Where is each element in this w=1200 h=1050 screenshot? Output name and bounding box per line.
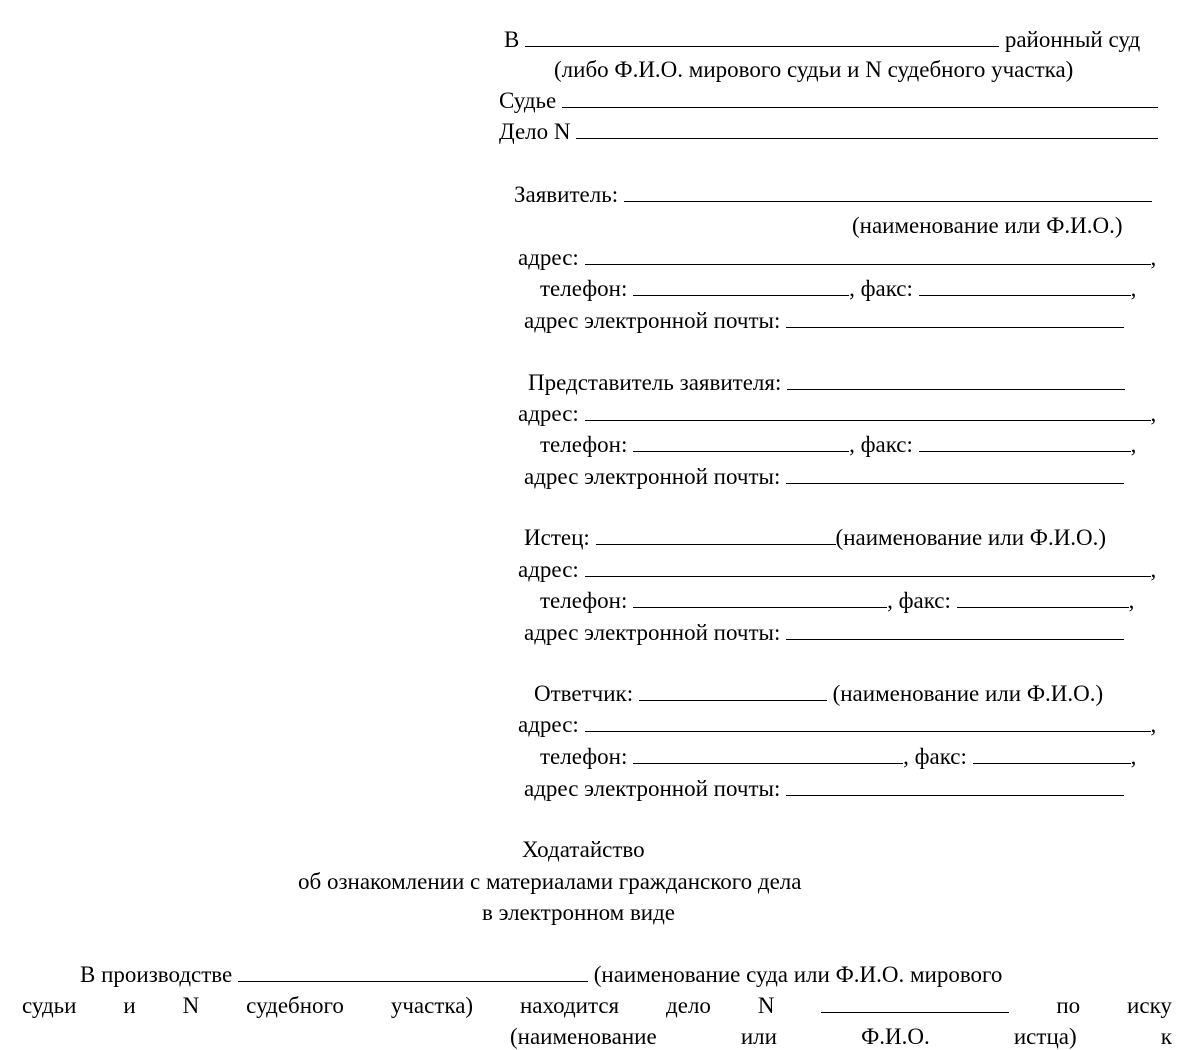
document-subtitle-2: в электронном виде	[482, 900, 676, 925]
body-word: участка)	[390, 993, 474, 1018]
court-note: (либо Ф.И.О. мирового судьи и N судебного участка)	[554, 57, 1074, 82]
judge-label: Судье	[499, 88, 557, 113]
case-line	[499, 119, 1158, 145]
court-name-blank[interactable]	[525, 27, 999, 47]
plaintiff-phone-line	[540, 588, 1134, 614]
representative-name-blank[interactable]	[787, 370, 1125, 390]
applicant-email-blank[interactable]	[786, 308, 1124, 328]
judge-blank[interactable]	[562, 88, 1158, 108]
comma: ,	[1130, 276, 1137, 301]
document-subtitle: об ознакомлении с материалами гражданского дела	[298, 869, 802, 894]
representative-email-line	[524, 464, 1124, 490]
applicant-address-label: адрес:	[518, 245, 579, 270]
applicant-phone-label: телефон:	[540, 276, 628, 301]
defendant-note: (наименование или Ф.И.О.)	[832, 681, 1104, 706]
comma: ,	[1150, 557, 1157, 582]
representative-fax-blank[interactable]	[919, 432, 1131, 452]
body-word: (наименование	[510, 1024, 657, 1049]
body-word: судебного	[246, 993, 344, 1018]
body-line-3	[510, 1024, 1172, 1050]
representative-phone-blank[interactable]	[633, 432, 849, 452]
defendant-name-blank[interactable]	[639, 681, 827, 701]
court-suffix: районный суд	[1004, 27, 1141, 52]
applicant-phone-line	[540, 276, 1136, 302]
applicant-fax-blank[interactable]	[919, 276, 1131, 296]
plaintiff-email-line	[524, 620, 1124, 646]
body-word: или	[740, 1024, 777, 1049]
defendant-line	[534, 681, 1103, 707]
body-word: N	[182, 993, 200, 1018]
representative-email-label: адрес электронной почты:	[524, 464, 781, 489]
body-word: Ф.И.О.	[861, 1024, 930, 1049]
plaintiff-email-blank[interactable]	[786, 620, 1124, 640]
plaintiff-fax-blank[interactable]	[957, 588, 1129, 608]
plaintiff-note: (наименование или Ф.И.О.)	[835, 525, 1107, 550]
representative-phone-label: телефон:	[540, 432, 628, 457]
plaintiff-phone-blank[interactable]	[633, 588, 887, 608]
defendant-email-line	[524, 776, 1124, 802]
defendant-phone-line	[540, 744, 1136, 770]
plaintiff-phone-label: телефон:	[540, 588, 628, 613]
plaintiff-address-blank[interactable]	[585, 557, 1151, 577]
comma: ,	[1130, 744, 1137, 769]
representative-email-blank[interactable]	[786, 464, 1124, 484]
representative-label: Представитель заявителя:	[528, 370, 782, 395]
applicant-line	[514, 182, 1152, 208]
applicant-address-blank[interactable]	[585, 245, 1151, 265]
plaintiff-label: Истец:	[524, 525, 590, 550]
applicant-name-blank[interactable]	[624, 182, 1152, 202]
representative-address-blank[interactable]	[585, 401, 1151, 421]
plaintiff-line	[524, 525, 1106, 551]
defendant-email-label: адрес электронной почты:	[524, 776, 781, 801]
plaintiff-fax-label: , факс:	[887, 588, 951, 613]
applicant-note: (наименование или Ф.И.О.)	[852, 213, 1123, 238]
representative-address-line	[518, 401, 1156, 427]
plaintiff-email-label: адрес электронной почты:	[524, 620, 781, 645]
plaintiff-address-label: адрес:	[518, 557, 579, 582]
defendant-fax-blank[interactable]	[973, 744, 1131, 764]
court-prefix: В	[504, 27, 520, 52]
body-text: В производстве	[80, 962, 233, 987]
body-line-2	[22, 993, 1172, 1019]
defendant-address-line	[518, 712, 1156, 738]
body-word: по	[1056, 993, 1081, 1018]
defendant-phone-blank[interactable]	[633, 744, 903, 764]
body-word: истца)	[1013, 1024, 1077, 1049]
body-word: к	[1160, 1024, 1172, 1049]
applicant-address-line	[518, 245, 1156, 271]
document-title: Ходатайство	[522, 837, 645, 862]
body-word: судьи	[22, 993, 77, 1018]
applicant-email-line	[524, 308, 1124, 334]
body-line-1	[80, 962, 1002, 988]
defendant-address-label: адрес:	[518, 712, 579, 737]
representative-line	[528, 370, 1125, 396]
applicant-fax-label: , факс:	[849, 276, 913, 301]
comma: ,	[1130, 432, 1137, 457]
body-text: (наименование суда или Ф.И.О. мирового	[593, 962, 1003, 987]
plaintiff-address-line	[518, 557, 1156, 583]
defendant-phone-label: телефон:	[540, 744, 628, 769]
comma: ,	[1128, 588, 1135, 613]
plaintiff-name-blank[interactable]	[596, 525, 836, 545]
case-label: Дело N	[499, 119, 571, 144]
comma: ,	[1150, 712, 1157, 737]
defendant-label: Ответчик:	[534, 681, 634, 706]
body-word: иску	[1127, 993, 1172, 1018]
court-blank[interactable]	[238, 962, 588, 982]
defendant-fax-label: , факс:	[903, 744, 967, 769]
case-number-blank[interactable]	[576, 119, 1158, 139]
representative-address-label: адрес:	[518, 401, 579, 426]
representative-phone-line	[540, 432, 1136, 458]
body-word: находится	[520, 993, 620, 1018]
applicant-phone-blank[interactable]	[633, 276, 849, 296]
applicant-email-label: адрес электронной почты:	[524, 308, 781, 333]
court-line	[504, 27, 1140, 53]
defendant-email-blank[interactable]	[786, 776, 1124, 796]
judge-line	[499, 88, 1158, 114]
case-number-blank-body[interactable]	[821, 993, 1009, 1013]
body-word: N	[757, 993, 775, 1018]
representative-fax-label: , факс:	[849, 432, 913, 457]
comma: ,	[1150, 245, 1157, 270]
body-word: и	[123, 993, 136, 1018]
comma: ,	[1150, 401, 1157, 426]
defendant-address-blank[interactable]	[585, 712, 1151, 732]
applicant-label: Заявитель:	[514, 182, 619, 207]
body-word: дело	[666, 993, 711, 1018]
